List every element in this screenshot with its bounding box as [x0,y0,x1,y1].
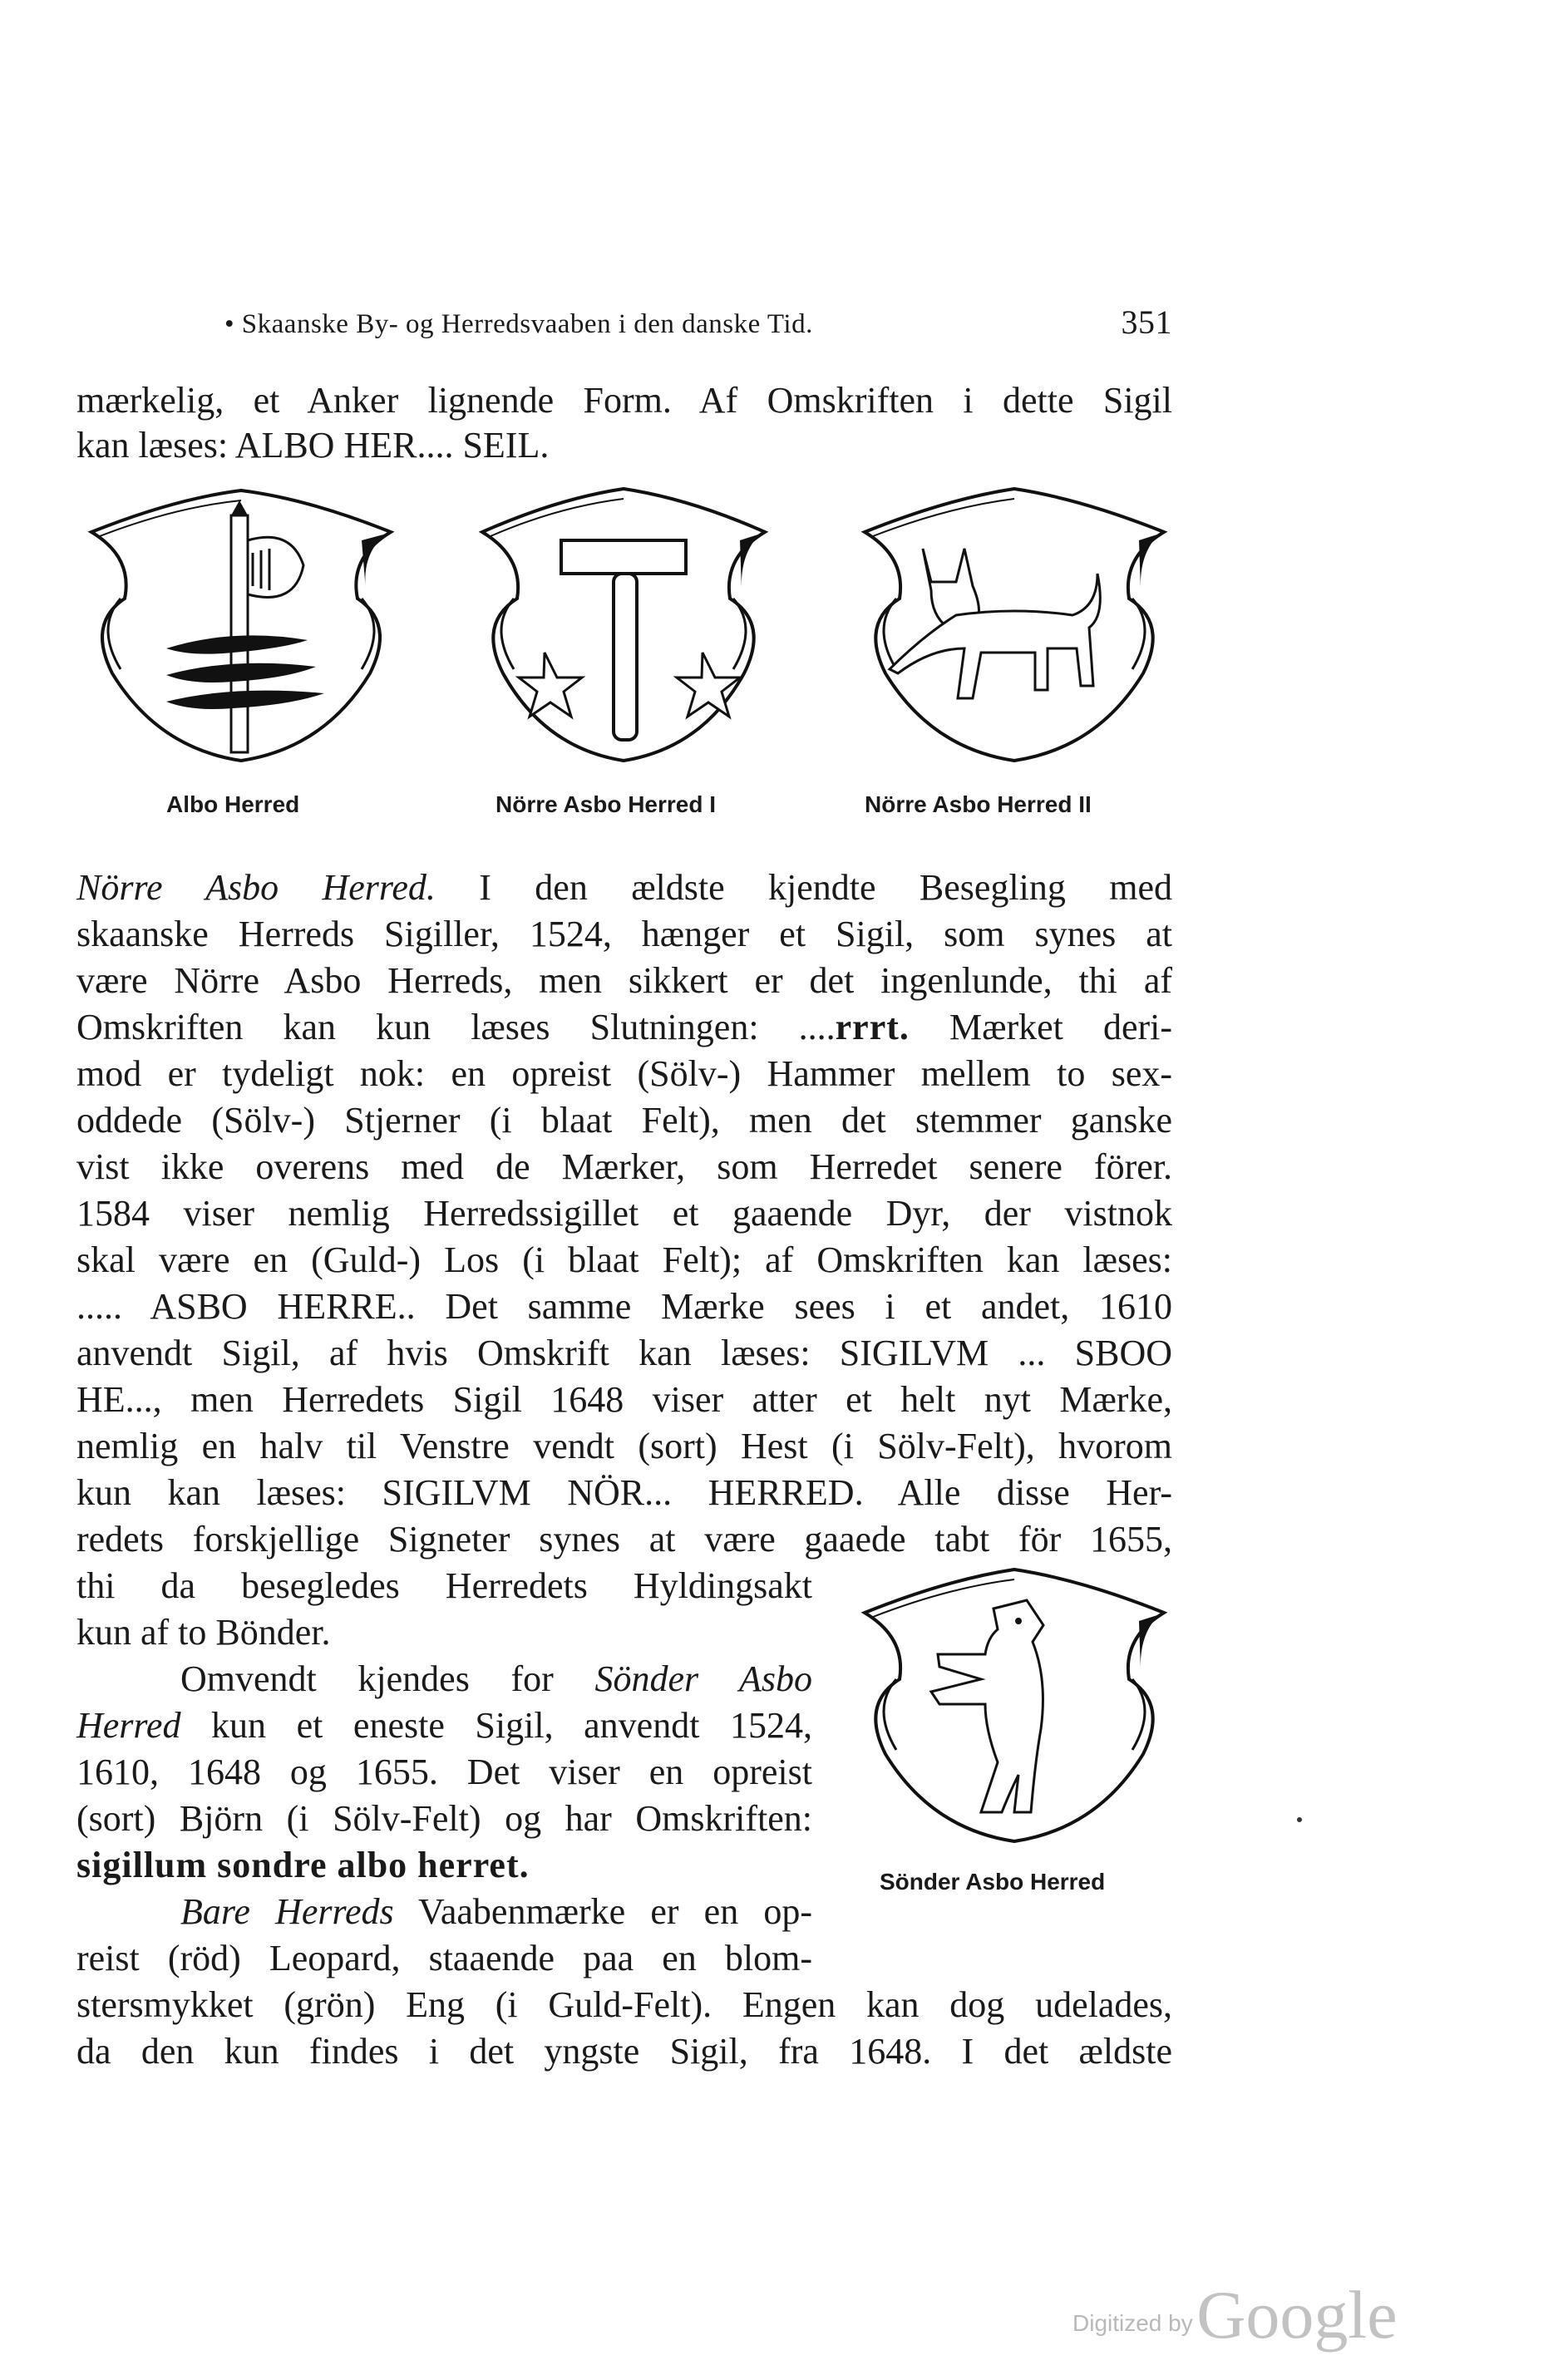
para1-line-13: nemlig en halv til Venstre vendt (sort) Hest (i Sölv-Felt), hvorom [76,1426,1172,1466]
para3-line-3: stersmykket (grön) Eng (i Guld-Felt). Engen kan dog udelades, [76,1984,1172,2025]
stray-dot [1297,1817,1302,1822]
para1-line-4-pre: Omskriften kan kun læses Slutningen: .... [76,1007,836,1047]
shield-bear-icon [848,1563,1181,1845]
para2-line-2-rest: kun et eneste Sigil, anvendt 1524, [211,1705,812,1746]
para2-line-4: (sort) Björn (i Sölv-Felt) og har Omskriften: [76,1798,812,1839]
watermark-prefix: Digitized by [1072,2310,1193,2336]
para2-line-1-italic: Sönder Asbo [594,1658,813,1699]
para2-line-1-pre: Omvendt kjendes for [180,1658,554,1699]
para2-blackletter: sigillum sondre albo herret. [76,1845,530,1885]
watermark [1072,2276,1398,2354]
para1-blackletter: rrrt. [835,1007,910,1047]
para1-line-14: kun kan læses: SIGILVM NÖR... HERRED. Alle disse Her- [76,1472,1172,1513]
watermark-brand: Google [1196,2277,1398,2353]
shield-albo-axe-icon [75,482,407,765]
para1-line-9: skal være en (Guld-) Los (i blaat Felt); af Omskriften kan læses: [76,1239,1172,1280]
caption-albo: Albo Herred [166,791,300,817]
para1-line-3: være Nörre Asbo Herreds, men sikkert er det ingenlunde, thi af [76,960,1172,1001]
intro-line-2: kan læses: ALBO HER.... SEIL. [76,425,550,466]
para3-line-1 [76,1889,812,1935]
caption-norre-2: Nörre Asbo Herred II [865,791,1092,817]
page-number: 351 [1121,303,1172,341]
para3-line-4: da den kun findes i det yngste Sigil, fra 1648. I det ældste [76,2031,1172,2072]
para2-line-2 [76,1702,812,1749]
para1-line-5: mod er tydeligt nok: en opreist (Sölv-) Hammer mellem to sex- [76,1053,1172,1094]
para3-line-1-italic: Bare Herreds [180,1891,394,1932]
para2-line-3: 1610, 1648 og 1655. Det viser en opreist [76,1752,812,1792]
para1-line-4 [76,1004,1172,1051]
para2-line-1 [76,1656,812,1702]
para1-line-6: oddede (Sölv-) Stjerner (i blaat Felt), men det stemmer ganske [76,1100,1172,1141]
intro-line-1: mærkelig, et Anker lignende Form. Af Omskriften i dette Sigil [76,380,1172,421]
para1-line-8: 1584 viser nemlig Herredssigillet et gaaende Dyr, der vistnok [76,1193,1172,1234]
caption-norre-1: Nörre Asbo Herred I [496,791,717,817]
para3-line-1-rest: Vaabenmærke er en op- [417,1891,812,1932]
shield-hammer-stars-icon [466,482,782,765]
para1-line-2: skaanske Herreds Sigiller, 1524, hænger et Sigil, som synes at [76,914,1172,954]
para2-line-2-italic: Herred [76,1705,181,1746]
caption-sonder: Sönder Asbo Herred [880,1869,1106,1895]
running-title: • Skaanske By- og Herredsvaaben i den danske Tid. [224,309,813,339]
para1-lead-rest: I den ældste kjendte Besegling med [479,867,1172,908]
para1-line-12: HE..., men Herredets Sigil 1648 viser atter et helt nyt Mærke, [76,1379,1172,1420]
para1-line-15: redets forskjellige Signeter synes at være gaaede tabt för 1655, [76,1519,1172,1560]
running-header [224,303,1172,351]
para1-line-10: ..... ASBO HERRE.. Det samme Mærke sees i et andet, 1610 [76,1286,1172,1327]
para1-line-17: kun af to Bönder. [76,1612,331,1653]
shield-lynx-icon [848,482,1181,765]
para1-line-16: thi da besegledes Herredets Hyldingsakt [76,1565,812,1606]
para1-lead-italic: Nörre Asbo Herred. [76,867,436,908]
para1-line-7: vist ikke overens med de Mærker, som Herredet senere förer. [76,1146,1172,1187]
para1-line-1 [76,865,1172,911]
para1-line-11: anvendt Sigil, af hvis Omskrift kan læses: SIGILVM ... SBOO [76,1333,1172,1373]
para1-line-4-post: Mærket deri- [949,1007,1173,1047]
para3-line-2: reist (röd) Leopard, staaende paa en blom- [76,1938,812,1978]
